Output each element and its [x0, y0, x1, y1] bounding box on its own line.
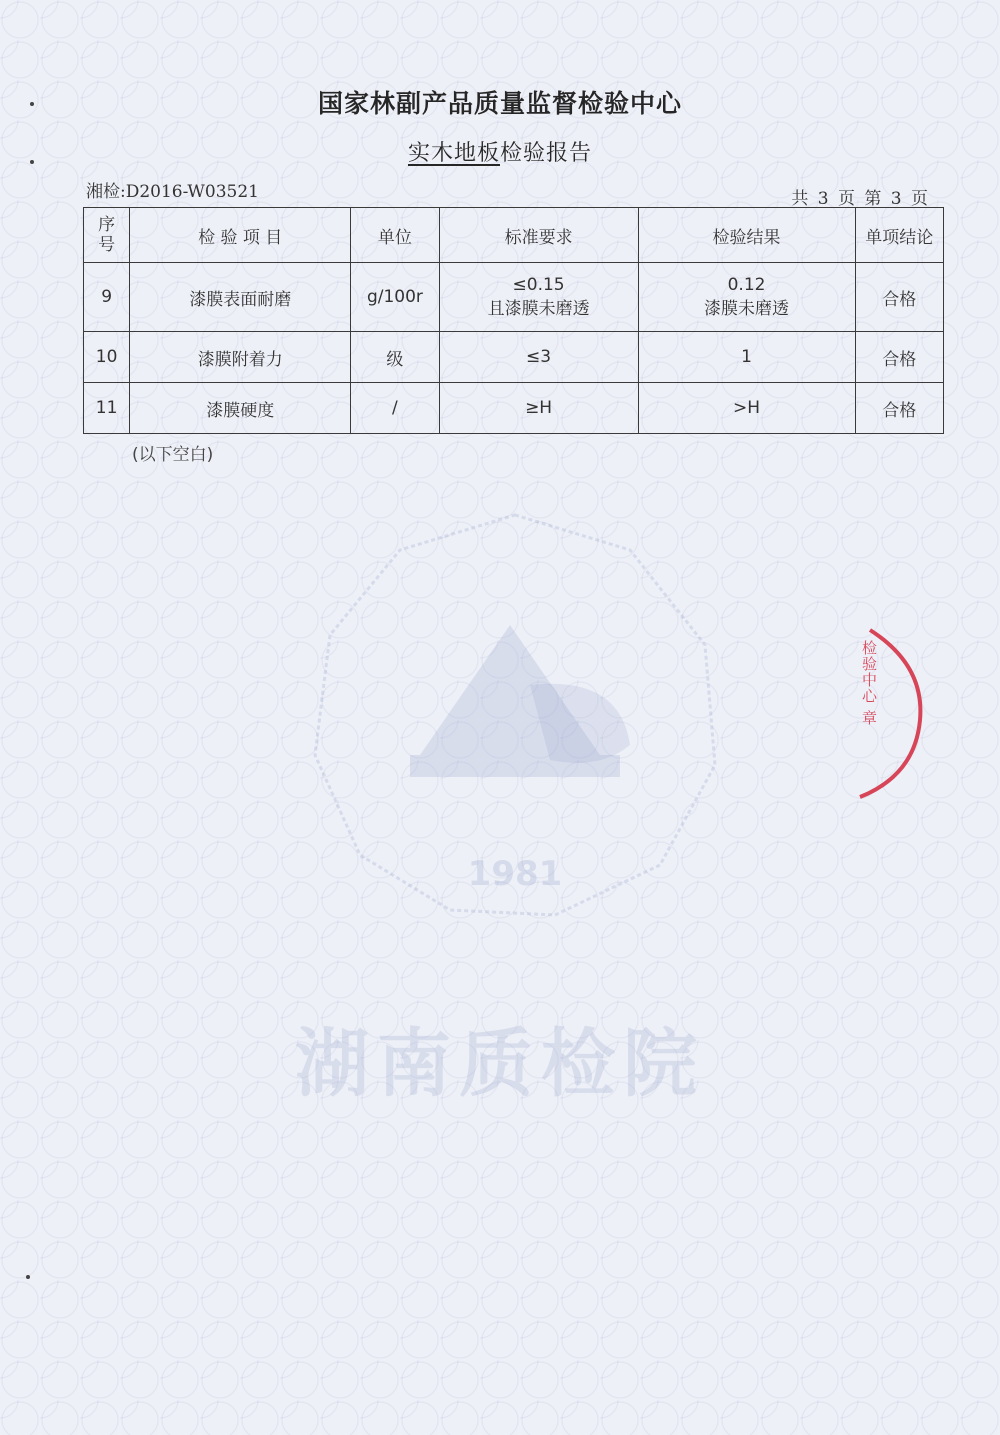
row-no: 10	[84, 332, 130, 383]
stamp-label: 检验中心	[860, 640, 878, 704]
row-unit: 级	[351, 332, 439, 383]
page-title: 国家林副产品质量监督检验中心	[317, 89, 682, 118]
header-conclusion: 单项结论	[855, 208, 943, 263]
row-requirement	[439, 263, 638, 332]
header-no	[84, 208, 130, 263]
subtitle-product: 实木地板	[407, 141, 500, 166]
binder-speck	[26, 1275, 30, 1279]
table-row	[84, 383, 944, 434]
header-unit: 单位	[351, 208, 439, 263]
header-no-line1: 序	[98, 215, 116, 235]
table-header-row	[84, 208, 944, 263]
row-result: 1	[638, 332, 855, 383]
row-conclusion: 合格	[855, 332, 943, 383]
stamp-suffix: 章	[860, 709, 878, 726]
page-info: 共 3 页 第 3 页	[791, 189, 930, 209]
report-number: 湘检:D2016-W03521	[86, 182, 259, 202]
requirement-line2: 且漆膜未磨透	[487, 299, 590, 319]
row-unit: g/100r	[351, 263, 439, 332]
table-row	[84, 332, 944, 383]
row-result	[638, 263, 855, 332]
row-requirement: ≥H	[439, 383, 638, 434]
row-item: 漆膜附着力	[130, 332, 351, 383]
header-requirement: 标准要求	[439, 208, 638, 263]
subtitle-rest: 检验报告	[500, 141, 593, 166]
header-item: 检 验 项 目	[130, 208, 351, 263]
watermark-text: 湖南质检院	[295, 1021, 705, 1107]
row-conclusion: 合格	[855, 383, 943, 434]
row-item: 漆膜硬度	[130, 383, 351, 434]
row-result: >H	[638, 383, 855, 434]
binder-speck	[30, 102, 34, 106]
row-requirement: ≤3	[439, 332, 638, 383]
table-row	[84, 263, 944, 332]
report-subtitle	[0, 136, 1000, 167]
row-unit: /	[351, 383, 439, 434]
stamp-text	[848, 640, 878, 726]
row-item: 漆膜表面耐磨	[130, 263, 351, 332]
inspection-table	[83, 207, 944, 434]
row-conclusion: 合格	[855, 263, 943, 332]
row-no: 11	[84, 383, 130, 434]
watermark-year: 1981	[467, 854, 563, 894]
row-no: 9	[84, 263, 130, 332]
blank-below-note: (以下空白)	[132, 445, 214, 465]
header-no-line2: 号	[98, 235, 116, 255]
requirement-line1: ≤0.15	[512, 275, 565, 295]
result-line1: 0.12	[727, 275, 766, 295]
result-line2: 漆膜未磨透	[704, 299, 790, 319]
watermark-seal	[300, 505, 730, 925]
header-result: 检验结果	[638, 208, 855, 263]
binder-speck	[30, 160, 34, 164]
